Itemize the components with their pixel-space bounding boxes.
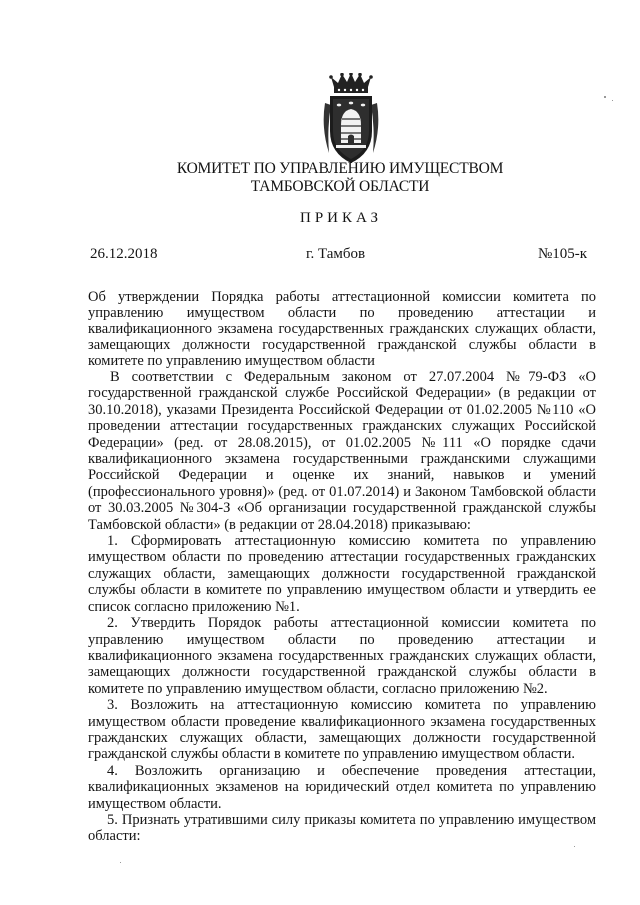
tambov-coat-of-arms-icon: [319, 73, 383, 169]
document-city: г. Тамбов: [306, 246, 366, 262]
order-item-5: 5. Признать утратившими силу приказы комитета по управлению имуществом области:: [88, 811, 596, 845]
order-body: [88, 369, 596, 845]
organization-name-line-1: КОМИТЕТ ПО УПРАВЛЕНИЮ ИМУЩЕСТВОМ: [176, 160, 504, 177]
order-subject: Об утверждении Порядка работы аттестационной комиссии комитета по управлению имуществом области по проведению аттестации и квалификационного экзамена государственных гражданских служащих области, замещающих должности государственной гражданской службы области в комитете по управлению имуществом области: [88, 289, 596, 369]
scan-speck: [574, 846, 575, 847]
preamble-paragraph: В соответствии с Федеральным законом от 27.07.2004 №79-ФЗ «О государственной гражданской службе Российской Федерации» (в редакции от 30.10.2018), указами Президента Российской Федерации от 01.02.2005 №110 «О проведении аттестации государственных гражданских служащих Российской Федерации» (ред. от 28.08.2015), от 01.02.2005 №111 «О порядке сдачи квалификационного экзамена государственными гражданскими служащими Российской Федерации и оценке их знаний, навыков и умений (профессионального уровня)» (ред. от 01.07.2014) и Законом Тамбовской области от 30.03.2005 №304-З «Об организации государственной гражданской службы Тамбовской области» (в редакции от 28.04.2018) приказываю:: [88, 369, 596, 533]
document-date: 26.12.2018: [90, 246, 158, 262]
scan-speck: [604, 96, 606, 98]
order-item-4: 4. Возложить организацию и обеспечение проведения аттестации, квалификационных экзаменов на юридический отдел комитета по управлению имуществом области.: [88, 762, 596, 812]
order-item-1: 1. Сформировать аттестационную комиссию комитета по управлению имуществом области по проведению аттестации государственных гражданских служащих области, замещающих должности государственной гражданской службы области в комитете по управлению имуществом области и утвердить ее список согласно приложению №1.: [88, 533, 596, 615]
scan-speck: [612, 100, 613, 101]
document-type-title: ПРИКАЗ: [300, 210, 382, 226]
scan-speck: [120, 862, 121, 863]
document-number: №105-к: [538, 246, 588, 262]
order-item-2: 2. Утвердить Порядок работы аттестационной комиссии комитета по управлению имуществом области по проведению аттестации и квалификационного экзамена государственных гражданских служащих области, замещающих должности государственной гражданской службы области в комитете по управлению имуществом области, согласно приложению №2.: [88, 615, 596, 697]
order-item-3: 3. Возложить на аттестационную комиссию комитета по управлению имуществом области проведение квалификационного экзамена государственных гражданских служащих области, замещающих должности государственной гражданской службы области в комитете по управлению имуществом области.: [88, 697, 596, 763]
organization-name-line-2: ТАМБОВСКОЙ ОБЛАСТИ: [250, 178, 430, 195]
